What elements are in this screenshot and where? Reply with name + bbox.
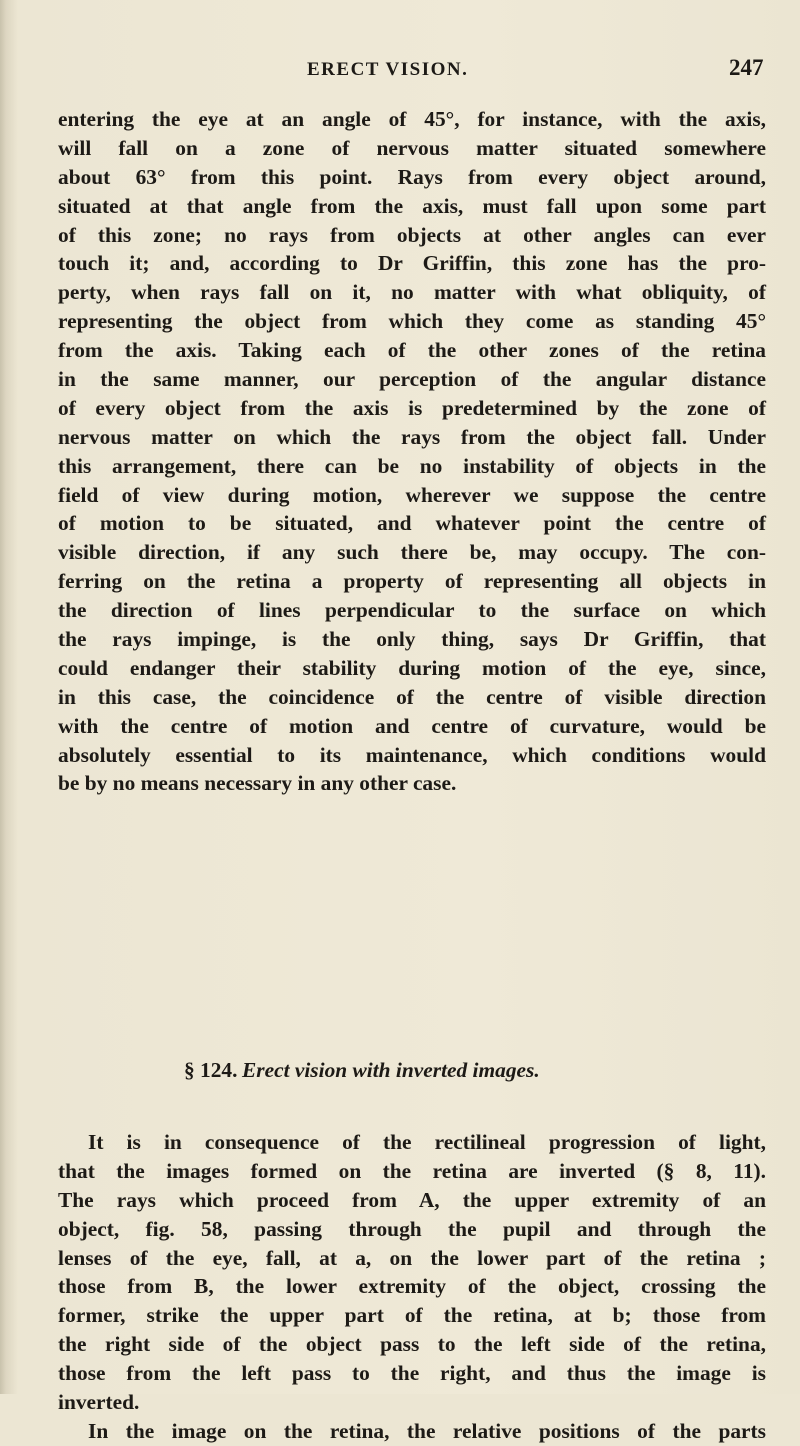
section-title: Erect vision with inverted images. — [242, 1058, 540, 1082]
text-line: from the axis. Taking each of the other zones of the retina — [58, 338, 766, 363]
text-line: in this case, the coincidence of the centre of visible direction — [58, 684, 766, 709]
text-line: be by no means necessary in any other case. — [58, 771, 457, 796]
text-line: the right side of the object pass to the left side of the retina, — [58, 1332, 766, 1357]
text-line: In the image on the retina, the relative positions of the parts — [88, 1418, 766, 1443]
text-line: ferring on the retina a property of representing all objects in — [58, 569, 766, 594]
text-line: about 63° from this point. Rays from every object around, — [58, 164, 766, 189]
section-body — [58, 1128, 766, 1446]
text-line: entering the eye at an angle of 45°, for instance, with the axis, — [58, 107, 766, 131]
text-line: of motion to be situated, and whatever point the centre of — [58, 511, 766, 536]
text-line: that the images formed on the retina are inverted (§ 8, 11). — [58, 1158, 766, 1183]
text-line: could endanger their stability during motion of the eye, since, — [58, 655, 766, 680]
paragraph-continued — [58, 105, 766, 798]
text-line: perty, when rays fall on it, no matter with what obliquity, of — [58, 280, 766, 305]
section-number: § 124. — [184, 1058, 238, 1082]
text-line: field of view during motion, wherever we suppose the centre — [58, 482, 766, 507]
text-line: this arrangement, there can be no instability of objects in the — [58, 453, 766, 478]
text-line: object, fig. 58, passing through the pupil and through the — [58, 1216, 766, 1241]
page-number: 247 — [729, 55, 764, 80]
text-line: nervous matter on which the rays from the object fall. Under — [58, 424, 766, 449]
text-line: It is in consequence of the rectilineal progression of light, — [88, 1130, 766, 1154]
text-line: lenses of the eye, fall, at a, on the lower part of the retina ; — [58, 1245, 766, 1270]
text-line: absolutely essential to its maintenance, which conditions would — [58, 742, 766, 767]
page-header — [0, 55, 800, 85]
text-line: with the centre of motion and centre of curvature, would be — [58, 713, 766, 738]
running-head: ERECT VISION. — [307, 59, 469, 80]
text-line: those from the left pass to the right, and thus the image is — [58, 1361, 766, 1386]
text-line: of every object from the axis is predetermined by the zone of — [58, 395, 766, 420]
text-line: the rays impinge, is the only thing, says Dr Griffin, that — [58, 627, 766, 652]
text-line: touch it; and, according to Dr Griffin, this zone has the pro- — [58, 251, 766, 276]
text-line: former, strike the upper part of the retina, at b; those from — [58, 1303, 766, 1328]
text-line: representing the object from which they come as standing 45° — [58, 309, 766, 334]
text-line: in the same manner, our perception of the angular distance — [58, 367, 766, 392]
text-line: the direction of lines perpendicular to the surface on which — [58, 598, 766, 623]
text-line: of this zone; no rays from objects at other angles can ever — [58, 222, 766, 247]
text-line: The rays which proceed from A, the upper extremity of an — [58, 1187, 766, 1212]
text-line: those from B, the lower extremity of the object, crossing the — [58, 1274, 766, 1299]
text-line: situated at that angle from the axis, must fall upon some part — [58, 193, 766, 218]
text-line: inverted. — [58, 1390, 140, 1415]
text-line: will fall on a zone of nervous matter situated somewhere — [58, 135, 766, 160]
text-line: visible direction, if any such there be, may occupy. The con- — [58, 540, 766, 565]
